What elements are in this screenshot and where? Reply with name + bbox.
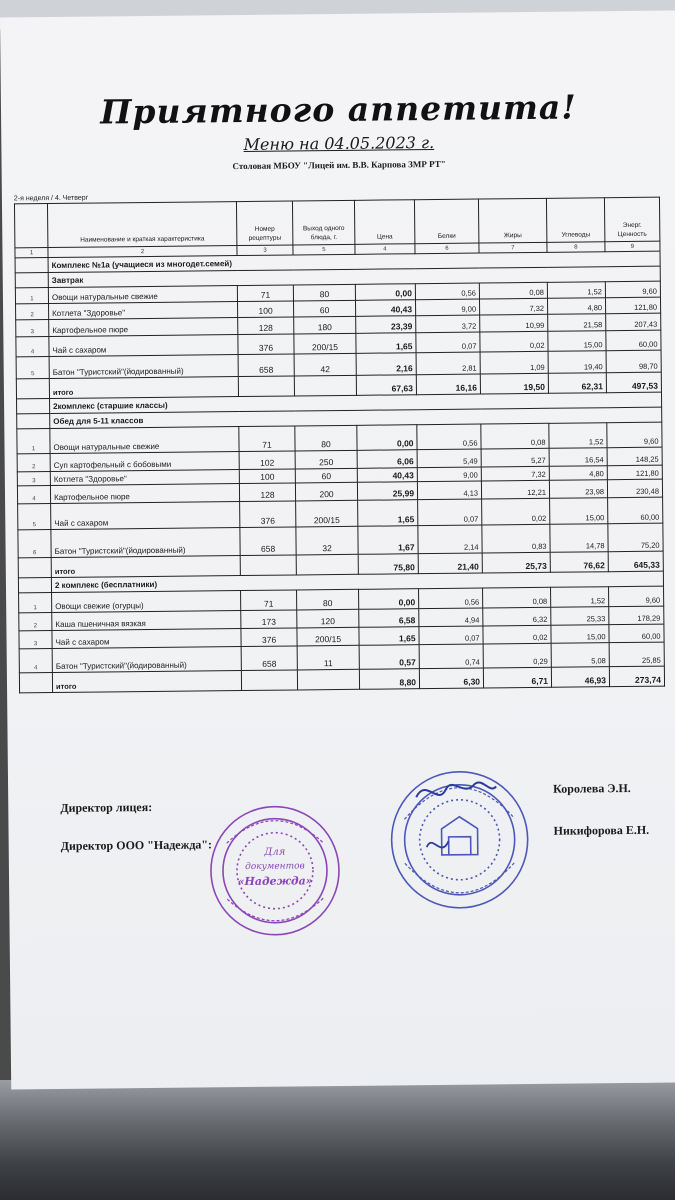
header-output: Выход одного блюда, г. (292, 200, 354, 245)
ooo-stamp-line1: Для (264, 846, 286, 858)
dish-name: Батон "Туристский"(йодированный) (49, 355, 238, 379)
dish-name: Батон "Туристский"(йодированный) (51, 528, 240, 558)
cell-fat: 1,09 (480, 351, 548, 374)
cell-price: 1,65 (359, 627, 419, 646)
cell-energy: 60,00 (609, 624, 664, 643)
header-recipe: Номер рецептуры (236, 201, 292, 246)
dish-name: Картофельное пюре (50, 484, 239, 504)
row-number: 2 (17, 454, 50, 472)
portion-output: 42 (294, 353, 356, 376)
dish-name: Чай с сахаром (51, 502, 240, 530)
cell-price: 1,65 (356, 333, 416, 354)
cell-fat: 0,08 (483, 587, 551, 608)
row-number: 3 (16, 320, 49, 337)
ooo-stamp (206, 802, 343, 939)
organization-name: Столовая МБОУ "Лицей им. В.В. Карпова ЗМР РТ" (232, 158, 446, 172)
colnum: 9 (605, 241, 660, 252)
row-number: 3 (17, 472, 50, 486)
page-title: Приятного аппетита! (99, 87, 578, 132)
colnum: 4 (355, 244, 415, 255)
row-number: 1 (15, 288, 48, 304)
cell-protein: 4,13 (417, 481, 481, 500)
cell-price: 6,58 (359, 609, 419, 628)
cell-carbs: 1,52 (547, 282, 605, 299)
lyceum-stamp-rings (391, 771, 528, 908)
cell-energy: 9,60 (609, 586, 664, 607)
portion-output: 200/15 (294, 333, 356, 354)
portion-output: 250 (295, 450, 357, 469)
section-title: 2комплекс (старшие классы) (50, 392, 662, 413)
row-number: 4 (16, 337, 49, 357)
cell-energy: 75,20 (608, 523, 663, 552)
cell-carbs: 15,00 (551, 625, 609, 644)
dish-name: Котлета "Здоровье" (49, 302, 238, 320)
portion-output: 80 (297, 589, 359, 610)
header-energy: Энерг. Ценность (604, 197, 659, 242)
row-number: 2 (16, 304, 49, 320)
cell-fat: 7,32 (479, 298, 547, 315)
cell-protein: 4,94 (419, 608, 483, 627)
cell-price: 1,67 (358, 526, 418, 555)
cell-fat: 6,32 (483, 607, 551, 626)
cell-energy: 230,48 (607, 479, 662, 498)
portion-output: 80 (295, 425, 357, 451)
header-protein: Белки (414, 199, 478, 244)
cell-fat: 0,83 (482, 524, 550, 553)
cell-carbs: 15,00 (548, 331, 606, 352)
colnum: 7 (479, 242, 547, 253)
cell-price: 1,65 (358, 500, 418, 527)
ooo-stamp-line3: «Надежда» (237, 874, 313, 889)
row-number: 6 (18, 530, 51, 558)
dish-name: Картофельное пюре (49, 318, 238, 337)
dish-name: Чай с сахаром (52, 629, 241, 649)
cell-fat: 0,02 (480, 331, 548, 352)
recipe-number: 376 (241, 628, 297, 647)
section-subtitle: Завтрак (48, 266, 660, 287)
portion-output: 80 (293, 284, 355, 301)
cell-price: 23,39 (356, 316, 416, 334)
header-fat: Жиры (478, 198, 546, 243)
cell-energy: 9,60 (607, 422, 662, 448)
colnum: 5 (293, 244, 355, 255)
cell-price: 0,57 (359, 645, 419, 670)
cell-energy: 60,00 (606, 330, 661, 351)
row-number: 5 (18, 504, 51, 530)
director-lyceum-label: Директор лицея: (60, 799, 153, 815)
director-ooo-name: Никифорова Е.Н. (553, 822, 650, 838)
portion-output: 60 (295, 468, 357, 483)
menu-table (13, 194, 665, 694)
portion-output: 200/15 (296, 500, 358, 527)
cell-protein: 2,81 (416, 352, 480, 375)
lyceum-stamp-lettering (404, 787, 515, 893)
cell-price: 0,00 (355, 284, 415, 301)
recipe-number: 376 (238, 334, 294, 355)
cell-carbs: 21,58 (548, 314, 606, 332)
cell-price: 0,00 (357, 425, 417, 451)
cell-price: 2,16 (356, 353, 416, 376)
menu-date: Меню на 04.05.2023 г. (243, 132, 435, 154)
cell-protein: 3,72 (416, 315, 480, 333)
cell-carbs: 16,54 (549, 448, 607, 467)
cell-fat: 0,08 (479, 282, 547, 299)
cell-protein: 2,14 (418, 525, 482, 554)
cell-carbs: 1,52 (549, 423, 607, 449)
total-label: итого (49, 377, 238, 399)
menu-table-body (15, 251, 665, 693)
colnum: 6 (415, 243, 479, 254)
cell-energy: 25,85 (609, 642, 664, 667)
recipe-number: 71 (239, 426, 295, 452)
cell-protein: 5,49 (417, 449, 481, 468)
dish-name: Суп картофельный с бобовыми (50, 452, 239, 472)
header-carbs: Углеводы (546, 198, 604, 243)
total-price: 8,80 (359, 669, 419, 690)
cell-protein: 0,07 (418, 499, 482, 526)
section-title: Комплекс №1а (учащиеся из многодет.семей) (48, 251, 660, 272)
total-protein: 16,16 (416, 374, 480, 395)
cell-energy: 148,25 (607, 447, 662, 466)
cell-price: 6,06 (357, 450, 417, 469)
colnum: 2 (48, 246, 237, 258)
cell-energy: 9,60 (605, 281, 660, 298)
cell-fat: 0,29 (483, 643, 551, 668)
cell-fat: 10,99 (480, 314, 548, 332)
header-name: Наименование и краткая характеристика (47, 202, 236, 248)
portion-output: 32 (296, 526, 358, 555)
cell-price: 40,43 (357, 468, 417, 483)
cell-fat: 5,27 (481, 448, 549, 467)
total-energy: 497,53 (606, 372, 661, 393)
recipe-number: 102 (239, 451, 295, 470)
cell-protein: 0,07 (416, 332, 480, 353)
row-number: 5 (16, 357, 49, 379)
cell-price: 0,00 (359, 589, 419, 610)
cell-protein: 0,07 (419, 626, 483, 645)
cell-protein: 0,56 (419, 588, 483, 609)
section-subtitle: Обед для 5-11 классов (50, 407, 662, 428)
cell-energy: 178,29 (609, 606, 664, 625)
cell-price: 25,99 (357, 482, 417, 501)
cell-energy: 121,80 (607, 465, 662, 480)
total-fat: 25,73 (482, 552, 550, 573)
total-protein: 21,40 (418, 553, 482, 574)
total-fat: 19,50 (480, 373, 548, 394)
row-number: 4 (19, 649, 52, 673)
portion-output: 120 (297, 609, 359, 628)
dish-name: Котлета "Здоровье" (50, 470, 239, 486)
cell-fat: 0,08 (481, 423, 549, 449)
cell-protein: 9,00 (415, 299, 479, 316)
cell-carbs: 1,52 (551, 587, 609, 608)
background-surface (0, 1080, 675, 1200)
row-number: 2 (19, 613, 52, 631)
cell-carbs: 14,78 (550, 524, 608, 553)
recipe-number: 100 (238, 301, 294, 318)
cell-carbs: 4,80 (549, 466, 607, 481)
portion-output: 200 (295, 482, 357, 501)
header-num (14, 204, 47, 248)
portion-output: 200/15 (297, 627, 359, 646)
week-day-label: 2-я неделя / 4. Четверг (13, 194, 89, 203)
colnum: 8 (547, 242, 605, 253)
portion-output: 60 (294, 300, 356, 317)
portion-output: 180 (294, 316, 356, 334)
signature-scribble-2 (427, 841, 449, 848)
recipe-number: 376 (240, 501, 296, 528)
cell-energy: 121,80 (605, 297, 660, 314)
total-price: 75,80 (358, 554, 418, 575)
colnum: 3 (237, 245, 293, 256)
cell-protein: 0,56 (415, 283, 479, 300)
portion-output: 11 (297, 645, 359, 670)
lyceum-stamp (386, 766, 534, 914)
total-fat: 6,71 (483, 667, 551, 688)
row-number: 4 (17, 486, 50, 504)
director-lyceum-name: Королева Э.Н. (553, 780, 631, 796)
cell-fat: 0,02 (482, 498, 550, 525)
cell-fat: 12,21 (481, 480, 549, 499)
total-carbs: 46,93 (551, 667, 609, 688)
dish-name: Овощи натуральные свежие (50, 427, 239, 454)
cell-energy: 60,00 (608, 497, 663, 524)
cell-carbs: 4,80 (547, 298, 605, 315)
recipe-number: 71 (241, 590, 297, 611)
total-price: 67,63 (356, 375, 416, 396)
recipe-number: 100 (239, 469, 295, 484)
total-protein: 6,30 (419, 668, 483, 689)
row-number: 1 (19, 593, 52, 613)
total-label: итого (51, 556, 240, 578)
recipe-number: 128 (239, 483, 295, 502)
cell-carbs: 23,98 (549, 480, 607, 499)
header-price: Цена (354, 200, 414, 245)
cell-fat: 0,02 (483, 625, 551, 644)
row-number: 3 (19, 631, 52, 649)
director-ooo-label: Директор ООО "Надежда": (60, 837, 213, 853)
total-label: итого (52, 671, 241, 693)
dish-name: Овощи натуральные свежие (48, 286, 237, 304)
cell-carbs: 5,08 (551, 643, 609, 668)
cell-carbs: 15,00 (550, 498, 608, 525)
total-carbs: 62,31 (548, 373, 606, 394)
dish-name: Каша пшеничная вязкая (52, 611, 241, 631)
ooo-stamp-line2: документов (245, 861, 305, 873)
row-number: 1 (17, 429, 50, 454)
cell-fat: 7,32 (481, 466, 549, 481)
cell-energy: 207,43 (606, 313, 661, 331)
cell-protein: 0,56 (417, 424, 481, 450)
total-energy: 645,33 (608, 551, 663, 572)
recipe-number: 658 (238, 354, 294, 377)
colnum: 1 (15, 248, 48, 258)
dish-name: Батон "Туристский"(йодированный) (52, 647, 241, 673)
recipe-number: 658 (240, 527, 296, 556)
cell-carbs: 25,33 (551, 607, 609, 626)
cell-energy: 98,70 (606, 350, 661, 373)
recipe-number: 71 (237, 285, 293, 302)
dish-name: Овощи свежие (огурцы) (52, 591, 241, 613)
recipe-number: 128 (238, 317, 294, 335)
cell-protein: 0,74 (419, 644, 483, 669)
cell-protein: 9,00 (417, 467, 481, 482)
total-energy: 273,74 (609, 666, 664, 687)
section-title: 2 комплекс (бесплатники) (51, 571, 663, 592)
cell-price: 40,43 (355, 300, 415, 317)
total-carbs: 76,62 (550, 552, 608, 573)
recipe-number: 658 (241, 646, 297, 671)
menu-sheet (0, 10, 675, 1089)
table-header-row (14, 197, 659, 248)
dish-name: Чай с сахаром (49, 335, 238, 357)
recipe-number: 173 (241, 610, 297, 629)
cell-carbs: 19,40 (548, 351, 606, 374)
